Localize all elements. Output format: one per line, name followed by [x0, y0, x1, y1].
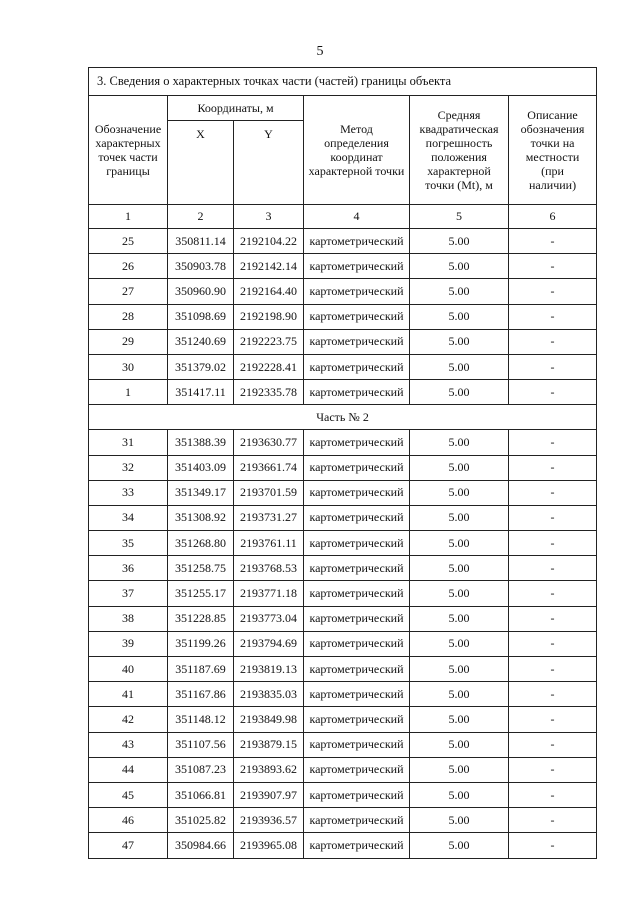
- x-coordinate-cell: 351107.56: [168, 732, 234, 757]
- method-cell: картометрический: [304, 480, 410, 505]
- point-cell: 36: [89, 556, 168, 581]
- point-cell: 30: [89, 354, 168, 379]
- x-coordinate-cell: 351255.17: [168, 581, 234, 606]
- y-coordinate-cell: 2193907.97: [234, 782, 304, 807]
- description-cell: -: [509, 606, 597, 631]
- x-coordinate-cell: 351379.02: [168, 354, 234, 379]
- description-cell: -: [509, 732, 597, 757]
- characteristic-points-table: [88, 67, 597, 859]
- y-coordinate-cell: 2193965.08: [234, 833, 304, 858]
- table-row: [89, 329, 597, 354]
- point-cell: 42: [89, 707, 168, 732]
- x-coordinate-cell: 351268.80: [168, 531, 234, 556]
- error-cell: 5.00: [410, 782, 509, 807]
- point-cell: 27: [89, 279, 168, 304]
- x-coordinate-cell: 351388.39: [168, 430, 234, 455]
- table-row: [89, 380, 597, 405]
- x-coordinate-cell: 351199.26: [168, 631, 234, 656]
- x-coordinate-cell: 351258.75: [168, 556, 234, 581]
- section-label: Часть № 2: [89, 405, 597, 430]
- method-cell: картометрический: [304, 531, 410, 556]
- table-row: [89, 279, 597, 304]
- y-coordinate-cell: 2193773.04: [234, 606, 304, 631]
- header-error: Средняя квадратическая погрешность положения характерной точки (Mt), м: [410, 96, 509, 205]
- page-number: 5: [316, 44, 324, 59]
- y-coordinate-cell: 2193731.27: [234, 505, 304, 530]
- method-cell: картометрический: [304, 304, 410, 329]
- x-coordinate-cell: 351187.69: [168, 657, 234, 682]
- point-cell: 1: [89, 380, 168, 405]
- error-cell: 5.00: [410, 455, 509, 480]
- x-coordinate-cell: 350960.90: [168, 279, 234, 304]
- description-cell: -: [509, 254, 597, 279]
- y-coordinate-cell: 2193761.11: [234, 531, 304, 556]
- table-row: [89, 757, 597, 782]
- x-coordinate-cell: 350811.14: [168, 229, 234, 254]
- table-row: [89, 229, 597, 254]
- x-coordinate-cell: 351025.82: [168, 808, 234, 833]
- error-cell: 5.00: [410, 732, 509, 757]
- table-row: [89, 505, 597, 530]
- header-x: X: [168, 121, 234, 205]
- x-coordinate-cell: 351148.12: [168, 707, 234, 732]
- y-coordinate-cell: 2192335.78: [234, 380, 304, 405]
- description-cell: -: [509, 757, 597, 782]
- error-cell: 5.00: [410, 329, 509, 354]
- point-cell: 46: [89, 808, 168, 833]
- method-cell: картометрический: [304, 707, 410, 732]
- description-cell: -: [509, 229, 597, 254]
- method-cell: картометрический: [304, 732, 410, 757]
- error-cell: 5.00: [410, 354, 509, 379]
- description-cell: -: [509, 430, 597, 455]
- y-coordinate-cell: 2193630.77: [234, 430, 304, 455]
- x-coordinate-cell: 350903.78: [168, 254, 234, 279]
- method-cell: картометрический: [304, 631, 410, 656]
- method-cell: картометрический: [304, 757, 410, 782]
- method-cell: картометрический: [304, 254, 410, 279]
- y-coordinate-cell: 2193771.18: [234, 581, 304, 606]
- method-cell: картометрический: [304, 606, 410, 631]
- x-coordinate-cell: 351066.81: [168, 782, 234, 807]
- x-coordinate-cell: 351417.11: [168, 380, 234, 405]
- description-cell: -: [509, 556, 597, 581]
- description-cell: -: [509, 279, 597, 304]
- error-cell: 5.00: [410, 631, 509, 656]
- table-row: [89, 631, 597, 656]
- point-cell: 31: [89, 430, 168, 455]
- error-cell: 5.00: [410, 254, 509, 279]
- description-cell: -: [509, 631, 597, 656]
- table-row: [89, 480, 597, 505]
- description-cell: -: [509, 581, 597, 606]
- x-coordinate-cell: 351240.69: [168, 329, 234, 354]
- method-cell: картометрический: [304, 833, 410, 858]
- method-cell: картометрический: [304, 682, 410, 707]
- description-cell: -: [509, 707, 597, 732]
- point-cell: 33: [89, 480, 168, 505]
- y-coordinate-cell: 2193893.62: [234, 757, 304, 782]
- column-number: 2: [168, 205, 234, 229]
- x-coordinate-cell: 351167.86: [168, 682, 234, 707]
- point-cell: 47: [89, 833, 168, 858]
- table-row: [89, 833, 597, 858]
- table-row: [89, 455, 597, 480]
- point-cell: 35: [89, 531, 168, 556]
- y-coordinate-cell: 2193879.15: [234, 732, 304, 757]
- error-cell: 5.00: [410, 707, 509, 732]
- method-cell: картометрический: [304, 505, 410, 530]
- error-cell: 5.00: [410, 833, 509, 858]
- x-coordinate-cell: 351087.23: [168, 757, 234, 782]
- column-number: 4: [304, 205, 410, 229]
- table-row: [89, 657, 597, 682]
- y-coordinate-cell: 2192223.75: [234, 329, 304, 354]
- y-coordinate-cell: 2193701.59: [234, 480, 304, 505]
- error-cell: 5.00: [410, 657, 509, 682]
- point-cell: 44: [89, 757, 168, 782]
- error-cell: 5.00: [410, 279, 509, 304]
- y-coordinate-cell: 2193661.74: [234, 455, 304, 480]
- error-cell: 5.00: [410, 505, 509, 530]
- table-title-row: [89, 68, 597, 96]
- header-row-1: [89, 96, 597, 121]
- table-row: [89, 304, 597, 329]
- error-cell: 5.00: [410, 304, 509, 329]
- point-cell: 38: [89, 606, 168, 631]
- point-cell: 25: [89, 229, 168, 254]
- column-numbers-row: [89, 205, 597, 229]
- table-row: [89, 606, 597, 631]
- y-coordinate-cell: 2193819.13: [234, 657, 304, 682]
- point-cell: 37: [89, 581, 168, 606]
- error-cell: 5.00: [410, 808, 509, 833]
- method-cell: картометрический: [304, 229, 410, 254]
- y-coordinate-cell: 2192104.22: [234, 229, 304, 254]
- error-cell: 5.00: [410, 229, 509, 254]
- x-coordinate-cell: 351308.92: [168, 505, 234, 530]
- error-cell: 5.00: [410, 531, 509, 556]
- table-row: [89, 682, 597, 707]
- description-cell: -: [509, 354, 597, 379]
- table-row: [89, 531, 597, 556]
- description-cell: -: [509, 833, 597, 858]
- error-cell: 5.00: [410, 480, 509, 505]
- method-cell: картометрический: [304, 329, 410, 354]
- error-cell: 5.00: [410, 757, 509, 782]
- method-cell: картометрический: [304, 380, 410, 405]
- x-coordinate-cell: 351228.85: [168, 606, 234, 631]
- y-coordinate-cell: 2192164.40: [234, 279, 304, 304]
- description-cell: -: [509, 682, 597, 707]
- table-row: [89, 707, 597, 732]
- method-cell: картометрический: [304, 354, 410, 379]
- description-cell: -: [509, 304, 597, 329]
- y-coordinate-cell: 2192198.90: [234, 304, 304, 329]
- header-point: Обозначение характерных точек части границы: [89, 96, 168, 205]
- y-coordinate-cell: 2192142.14: [234, 254, 304, 279]
- point-cell: 45: [89, 782, 168, 807]
- table-row: [89, 782, 597, 807]
- description-cell: -: [509, 657, 597, 682]
- column-number: 6: [509, 205, 597, 229]
- header-method: Метод определения координат характерной точки: [304, 96, 410, 205]
- table-row: [89, 732, 597, 757]
- table-row: [89, 254, 597, 279]
- method-cell: картометрический: [304, 430, 410, 455]
- point-cell: 41: [89, 682, 168, 707]
- point-cell: 26: [89, 254, 168, 279]
- description-cell: -: [509, 380, 597, 405]
- point-cell: 28: [89, 304, 168, 329]
- point-cell: 40: [89, 657, 168, 682]
- table-title: 3. Сведения о характерных точках части (частей) границы объекта: [89, 68, 597, 96]
- description-cell: -: [509, 531, 597, 556]
- table-row: [89, 430, 597, 455]
- point-cell: 32: [89, 455, 168, 480]
- description-cell: -: [509, 505, 597, 530]
- section-row: [89, 405, 597, 430]
- error-cell: 5.00: [410, 682, 509, 707]
- header-coordinates: Координаты, м: [168, 96, 304, 121]
- header-description: Описание обозначения точки на местности (при наличии): [509, 96, 597, 205]
- error-cell: 5.00: [410, 430, 509, 455]
- description-cell: -: [509, 329, 597, 354]
- x-coordinate-cell: 351403.09: [168, 455, 234, 480]
- column-number: 1: [89, 205, 168, 229]
- description-cell: -: [509, 480, 597, 505]
- x-coordinate-cell: 351349.17: [168, 480, 234, 505]
- method-cell: картометрический: [304, 556, 410, 581]
- description-cell: -: [509, 808, 597, 833]
- header-y: Y: [234, 121, 304, 205]
- error-cell: 5.00: [410, 581, 509, 606]
- y-coordinate-cell: 2193794.69: [234, 631, 304, 656]
- method-cell: картометрический: [304, 657, 410, 682]
- method-cell: картометрический: [304, 279, 410, 304]
- table-row: [89, 581, 597, 606]
- error-cell: 5.00: [410, 606, 509, 631]
- method-cell: картометрический: [304, 808, 410, 833]
- error-cell: 5.00: [410, 380, 509, 405]
- y-coordinate-cell: 2192228.41: [234, 354, 304, 379]
- point-cell: 39: [89, 631, 168, 656]
- point-cell: 43: [89, 732, 168, 757]
- table-row: [89, 808, 597, 833]
- x-coordinate-cell: 351098.69: [168, 304, 234, 329]
- table-row: [89, 556, 597, 581]
- x-coordinate-cell: 350984.66: [168, 833, 234, 858]
- description-cell: -: [509, 782, 597, 807]
- description-cell: -: [509, 455, 597, 480]
- y-coordinate-cell: 2193835.03: [234, 682, 304, 707]
- y-coordinate-cell: 2193849.98: [234, 707, 304, 732]
- y-coordinate-cell: 2193768.53: [234, 556, 304, 581]
- method-cell: картометрический: [304, 782, 410, 807]
- error-cell: 5.00: [410, 556, 509, 581]
- column-number: 3: [234, 205, 304, 229]
- point-cell: 29: [89, 329, 168, 354]
- point-cell: 34: [89, 505, 168, 530]
- table-row: [89, 354, 597, 379]
- y-coordinate-cell: 2193936.57: [234, 808, 304, 833]
- column-number: 5: [410, 205, 509, 229]
- method-cell: картометрический: [304, 455, 410, 480]
- method-cell: картометрический: [304, 581, 410, 606]
